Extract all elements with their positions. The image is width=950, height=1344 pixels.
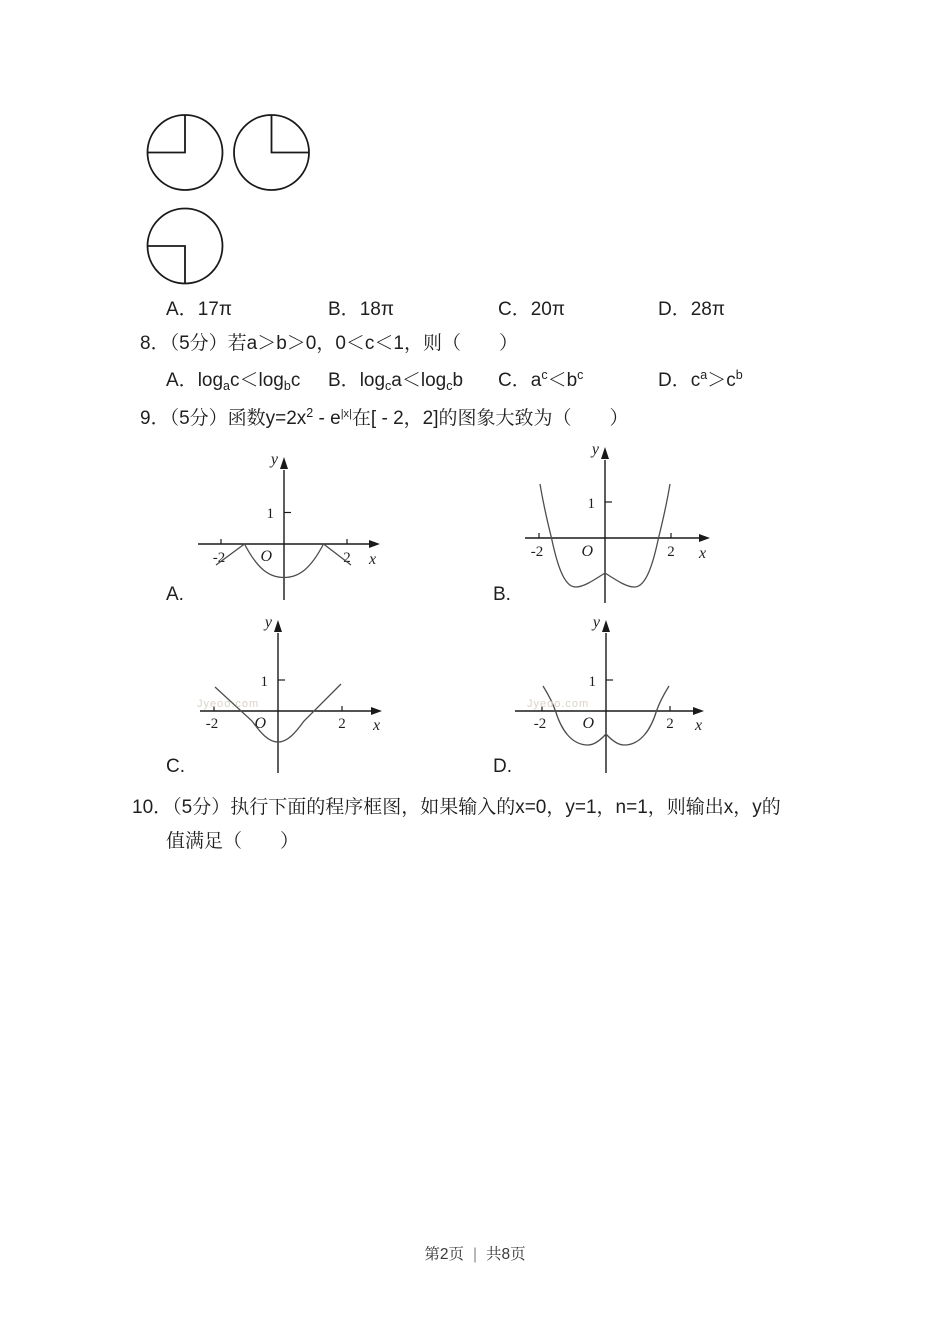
q8-option-a <box>166 370 300 392</box>
q8-options-row <box>166 370 886 394</box>
q8-option-c-sup: c <box>577 368 584 382</box>
y-tick-label: 1 <box>588 674 596 690</box>
q7-option-b-text: 18π <box>359 299 394 320</box>
x-axis-arrow-icon <box>369 540 380 548</box>
q7-option-d-label: D． <box>658 299 691 320</box>
x-tick-right-label: 2 <box>667 544 675 560</box>
y-axis-label: y <box>591 441 599 458</box>
x-tick-right-label: 2 <box>666 716 674 732</box>
x-axis-label: x <box>699 545 707 562</box>
x-axis-arrow-icon <box>699 534 710 542</box>
q9-graph-b <box>505 438 715 610</box>
q8-option-c-part: a <box>530 370 542 391</box>
q9-stem-exponent: 2 <box>306 406 314 420</box>
x-tick-left-label: -2 <box>530 544 544 560</box>
q7-options-row <box>166 299 886 321</box>
q10-stem-line1: 10．（5分）执行下面的程序框图，如果输入的x=0，y=1，n=1，则输出x，y的 <box>132 797 781 818</box>
q7-option-b <box>328 299 394 321</box>
q7-three-views-figure <box>140 105 390 295</box>
y-axis-arrow-icon <box>602 620 610 632</box>
origin-label: O <box>260 548 272 565</box>
q8-option-d-part: c <box>690 370 701 391</box>
y-tick-label: 1 <box>266 506 274 522</box>
x-tick-left-label: -2 <box>212 550 226 566</box>
q8-option-d <box>658 370 743 392</box>
y-axis-label: y <box>264 614 272 631</box>
q8-option-c-sup: c <box>541 368 548 382</box>
q8-option-b <box>328 370 463 392</box>
q9-stem-part: - e <box>313 408 341 429</box>
q8-option-c-part: ＜b <box>547 370 578 391</box>
q7-option-a-text: 17π <box>197 299 232 320</box>
q9-graph-a <box>188 446 388 608</box>
q7-option-b-label: B． <box>328 299 360 320</box>
q7-option-c-label: C． <box>498 299 531 320</box>
q8-option-a-part: c＜log <box>230 370 284 391</box>
q8-option-c <box>498 370 583 392</box>
q9-graph-b-label: B. <box>493 584 511 605</box>
q8-option-a-sub: b <box>283 379 291 393</box>
q8-option-a-label: A． <box>166 370 198 391</box>
footer-total-pages: 共8页 <box>486 1246 526 1263</box>
x-axis-label: x <box>695 717 703 734</box>
watermark: Jyeoo.com <box>197 698 260 710</box>
q9-graph-c <box>188 611 388 780</box>
x-tick-right-label: 2 <box>338 716 346 732</box>
q9-graph-a-label: A. <box>166 584 184 605</box>
q9-stem-part: 9．（5分）函数y=2x <box>140 408 307 429</box>
x-tick-left-label: -2 <box>205 716 219 732</box>
q7-option-a-label: A． <box>166 299 198 320</box>
y-tick-label: 1 <box>587 496 595 512</box>
origin-label: O <box>581 543 593 560</box>
y-axis-arrow-icon <box>274 620 282 632</box>
x-axis-label: x <box>369 551 377 568</box>
x-axis-label: x <box>373 717 381 734</box>
q8-option-d-part: ＞c <box>707 370 736 391</box>
q8-option-d-label: D． <box>658 370 691 391</box>
q7-option-c <box>498 299 565 321</box>
y-axis-arrow-icon <box>280 457 288 469</box>
page-footer <box>0 1242 950 1264</box>
watermark: Jyeoo.com <box>527 698 590 710</box>
x-tick-left-label: -2 <box>533 716 547 732</box>
q7-option-c-text: 20π <box>530 299 565 320</box>
q8-option-c-label: C． <box>498 370 531 391</box>
origin-label: O <box>254 715 266 732</box>
q8-option-d-sup: a <box>700 368 708 382</box>
y-tick-label: 1 <box>260 674 268 690</box>
q8-option-d-sup: b <box>735 368 743 382</box>
q9-graph-d <box>505 611 715 780</box>
q9-graph-d-label: D. <box>493 756 512 777</box>
y-axis-label: y <box>592 614 600 631</box>
q8-option-b-part: log <box>359 370 386 391</box>
q9-stem <box>140 408 629 430</box>
q8-option-b-sub: c <box>385 379 392 393</box>
origin-label: O <box>582 715 594 732</box>
q9-stem-exponent: |x| <box>340 408 352 420</box>
q9-stem-part: 在[ - 2，2]的图象大致为（ ） <box>351 408 629 429</box>
x-axis-arrow-icon <box>693 707 704 715</box>
q7-option-d-text: 28π <box>690 299 725 320</box>
q8-option-a-sub: a <box>223 379 230 393</box>
q8-option-a-part: c <box>290 370 301 391</box>
q7-option-d <box>658 299 725 321</box>
q8-option-b-part: a＜log <box>391 370 447 391</box>
y-axis-label: y <box>270 451 278 468</box>
footer-page-number: 第2页 <box>424 1246 464 1263</box>
x-tick-right-label: 2 <box>343 550 351 566</box>
q8-option-b-part: b <box>452 370 464 391</box>
x-axis-arrow-icon <box>371 707 382 715</box>
q8-option-b-label: B． <box>328 370 360 391</box>
q10-stem-line2: 值满足（ ） <box>166 831 300 852</box>
y-axis-arrow-icon <box>601 447 609 459</box>
q9-graph-c-label: C. <box>166 756 185 777</box>
q8-option-b-sub: c <box>446 379 453 393</box>
footer-separator: | <box>472 1246 478 1263</box>
q8-stem: 8．（5分）若a＞b＞0，0＜c＜1，则（ ） <box>140 333 518 354</box>
q8-option-a-part: log <box>197 370 224 391</box>
q7-option-a <box>166 299 232 321</box>
